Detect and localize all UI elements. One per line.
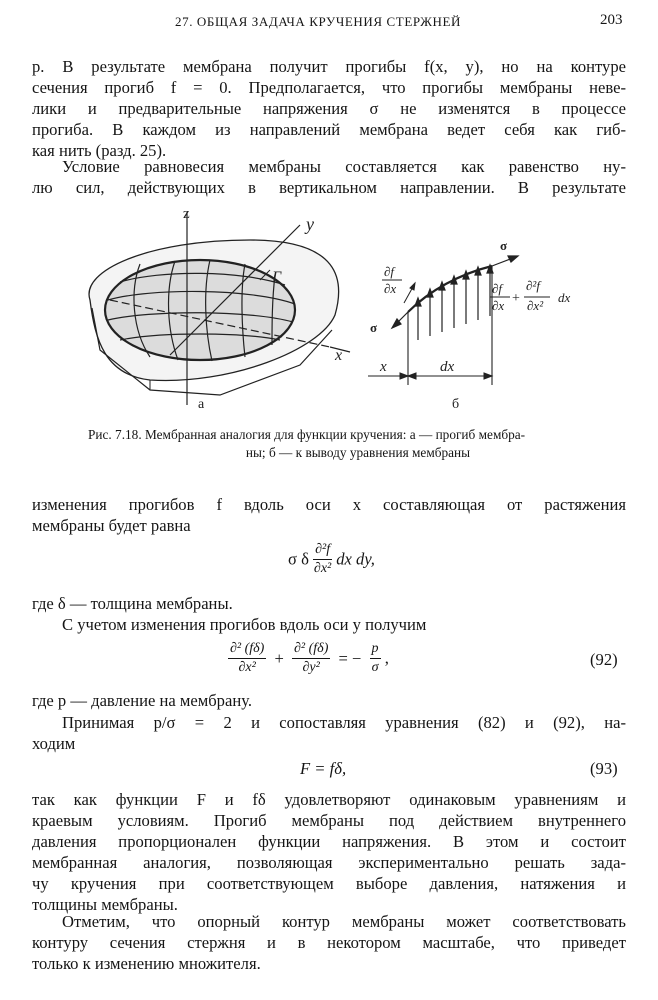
text-line: Принимая p/σ = 2 и сопоставляя уравнения (82) и (92), на- — [62, 713, 626, 732]
text-line: где p — давление на мембрану. — [32, 691, 252, 710]
equals-minus: = − — [338, 648, 362, 668]
denominator: ∂x² — [238, 660, 256, 675]
paragraph-9 — [32, 911, 626, 974]
figure-7-18 — [0, 200, 658, 425]
text-line: где δ — толщина мембраны. — [32, 594, 233, 613]
text-line: чу кручения при соответствующем выборе давления, натяжения и — [32, 874, 626, 893]
paragraph-8 — [32, 789, 626, 915]
text-line: лю сил, действующих в вертикальном направлении. В результате — [32, 178, 626, 197]
running-title: 27. ОБЩАЯ ЗАДАЧА КРУЧЕНИЯ СТЕРЖНЕЙ — [175, 14, 462, 29]
equation-number-92: (92) — [590, 650, 618, 669]
text-line: мембраны будет равна — [32, 516, 191, 535]
page-number: 203 — [600, 12, 623, 28]
panel-a-drawing — [89, 206, 350, 412]
paragraph-4 — [32, 593, 626, 614]
fraction — [313, 541, 332, 578]
text-line: изменения прогибов f вдоль оси x составляющая от растяжения — [32, 495, 626, 514]
text-line: краевым условиям. Прогиб мембраны под действием внутреннего — [32, 811, 626, 830]
fraction — [370, 640, 381, 677]
text-line: толщины мембраны. — [32, 895, 178, 914]
slope2-numerator: ∂f — [492, 281, 503, 296]
x-axis-label: x — [335, 347, 343, 364]
figure-caption — [88, 426, 628, 462]
paragraph-5 — [32, 614, 626, 635]
text-line: Условие равновесия мембраны составляется как равенство ну- — [62, 157, 626, 176]
paragraph-1 — [32, 56, 626, 161]
numerator: ∂² (fδ) — [292, 640, 330, 659]
paragraph-7 — [32, 712, 626, 754]
numerator: ∂²f — [313, 541, 332, 560]
text-line: так как функции F и fδ удовлетворяют одинаковым уравнениям и — [32, 790, 626, 809]
panel-a-label: а — [198, 397, 205, 412]
text-line: мембранная аналогия, позволяющая экспериментально решать зада- — [32, 853, 626, 872]
equation-92 — [228, 640, 389, 677]
text-line: лики и предварительные напряжения σ не изменятся в процессе — [32, 99, 626, 118]
second-numerator: ∂²f — [526, 278, 540, 293]
numerator: p — [370, 640, 381, 659]
text-line: ходим — [32, 734, 76, 753]
text-line: сечения прогиб f = 0. Предполагается, что прогибы мембраны неве- — [32, 78, 626, 97]
eq-suffix: dx dy, — [336, 549, 375, 569]
eq-prefix: σ δ — [288, 549, 309, 569]
text-line: Отметим, что опорный контур мембраны может соответствовать — [62, 912, 626, 931]
panel-b-drawing — [368, 238, 571, 412]
sigma-bottom-label: σ — [370, 320, 378, 335]
equation-force — [288, 541, 375, 578]
text-line: давления пропорционален функции напряжения. В этом и состоит — [32, 832, 626, 851]
slope-numerator: ∂f — [384, 264, 395, 279]
paragraph-2 — [32, 156, 626, 198]
panel-b-label: б — [452, 397, 460, 412]
equation-number-93: (93) — [590, 759, 618, 778]
fraction — [228, 640, 266, 677]
slope-denominator: ∂x — [384, 281, 397, 296]
second-denominator: ∂x² — [527, 298, 544, 313]
text-line: контуру сечения стержня и в некотором масштабе, что приведет — [32, 933, 626, 952]
numerator: ∂² (fδ) — [228, 640, 266, 659]
plus-sign: + — [274, 648, 284, 668]
text-line: только к изменению множителя. — [32, 954, 261, 973]
paragraph-6 — [32, 690, 626, 711]
text-line: прогиба. В каждом из направлений мембрана ведет себя как гиб- — [32, 120, 626, 139]
text-line: С учетом изменения прогибов вдоль оси y получим — [62, 615, 427, 634]
denominator: ∂x² — [313, 561, 332, 576]
fraction — [292, 640, 330, 677]
sigma-top-label: σ — [500, 238, 508, 253]
denominator: ∂y² — [302, 660, 320, 675]
text-line: кая нить (разд. 25). — [32, 141, 167, 160]
dx-distance-label: dx — [440, 359, 455, 375]
caption-line: ны; б — к выводу уравнения мембраны — [245, 445, 471, 460]
caption-line: Рис. 7.18. Мембранная аналогия для функции кручения: а — прогиб мембра- — [88, 427, 526, 442]
paragraph-3 — [32, 494, 626, 536]
membrane-figure — [0, 200, 658, 425]
z-axis-label: z — [183, 206, 190, 222]
equation-93: F = fδ, — [300, 759, 347, 778]
x-distance-label: x — [380, 359, 387, 375]
contour-label: Г — [272, 269, 282, 286]
slope2-denominator: ∂x — [492, 298, 505, 313]
denominator: σ — [371, 660, 379, 675]
text-line: p. В результате мембрана получит прогибы f(x, y), но на контуре — [32, 57, 626, 76]
eq-tail: , — [384, 648, 389, 668]
dx-suffix: dx — [558, 290, 571, 305]
page-header — [0, 12, 658, 34]
y-axis-label: y — [306, 214, 314, 234]
plus-sign: + — [512, 291, 520, 306]
